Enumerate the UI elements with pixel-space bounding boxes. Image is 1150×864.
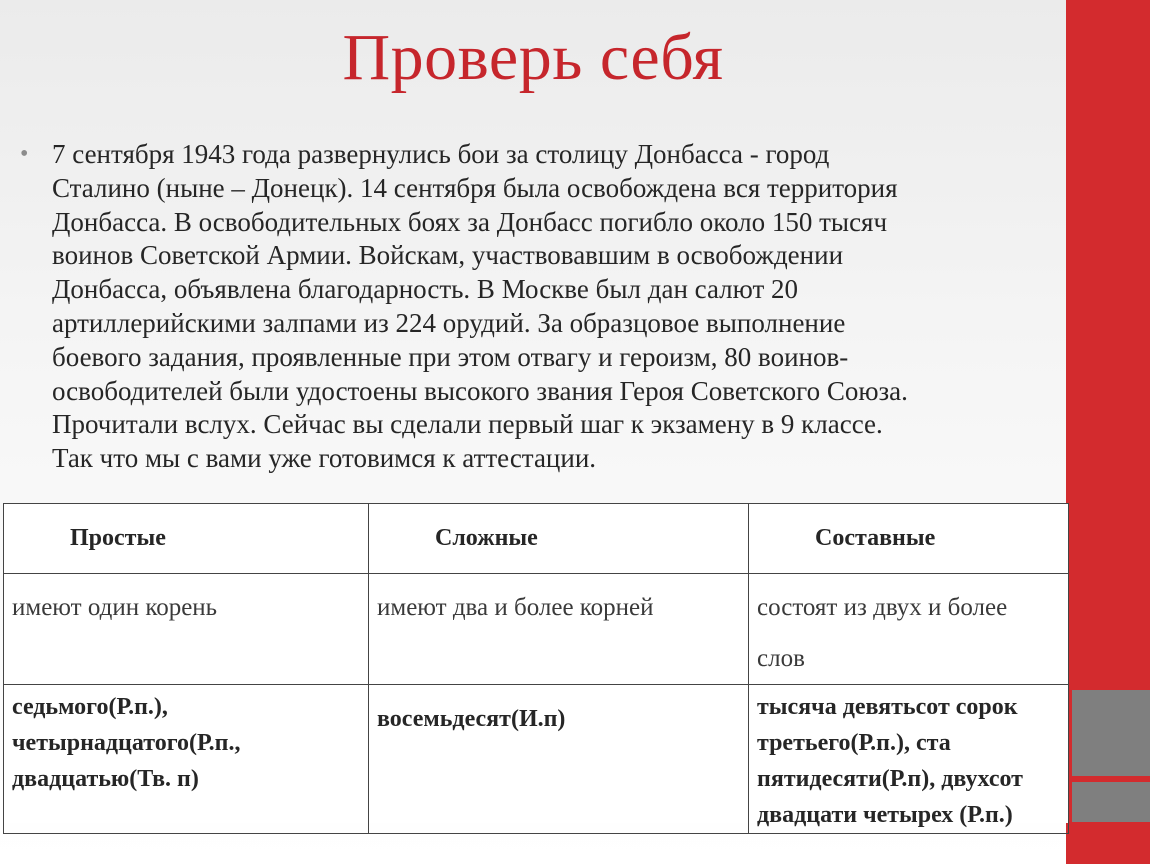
- paragraph-line: Так что мы с вами уже готовимся к аттестации.: [52, 443, 597, 474]
- accent-gray-block-lower: [1072, 782, 1150, 822]
- table-row-definitions: [4, 574, 1069, 685]
- table-header-row: [4, 504, 1069, 574]
- accent-gray-block-upper: [1072, 690, 1150, 776]
- bullet-dot-icon: •: [20, 141, 29, 167]
- paragraph-line: Сталино (ныне – Донецк). 14 сентября была освобождена вся территория: [52, 172, 898, 203]
- bullet-paragraph: [20, 138, 1070, 476]
- paragraph-text: [52, 138, 1070, 476]
- example-line: восемьдесят(И.п): [377, 706, 566, 732]
- header-complex: Сложные: [369, 504, 749, 574]
- paragraph-line: боевого задания, проявленные при этом отвагу и героизм, 80 воинов-: [52, 341, 849, 372]
- header-simple: Простые: [4, 504, 369, 574]
- example-line: пятидесяти(Р.п), двухсот: [757, 766, 1023, 792]
- examples-simple: [4, 685, 369, 834]
- header-compound: Составные: [749, 504, 1069, 574]
- definition-simple: имеют один корень: [4, 574, 369, 685]
- paragraph-line: Прочитали вслух. Сейчас вы сделали первый шаг к экзамену в 9 классе.: [52, 409, 883, 440]
- paragraph-line: воинов Советской Армии. Войскам, участвовавшим в освобождении: [52, 240, 844, 271]
- definition-compound: состоят из двух и более слов: [749, 574, 1069, 685]
- numeral-types-table: [3, 503, 1069, 828]
- examples-compound: [749, 685, 1069, 834]
- table: [3, 503, 1069, 834]
- example-line: тысяча девятьсот сорок: [757, 694, 1018, 720]
- paragraph-line: 7 сентября 1943 года развернулись бои за столицу Донбасса - город: [52, 139, 830, 169]
- example-line: четырнадцатого(Р.п.,: [12, 730, 241, 756]
- example-line: двадцати четырех (Р.п.): [757, 802, 1013, 828]
- definition-complex: имеют два и более корней: [369, 574, 749, 685]
- table-row-examples: [4, 685, 1069, 834]
- example-line: третьего(Р.п.), ста: [757, 730, 951, 756]
- paragraph-line: Донбасса. В освободительных боях за Донбасс погибло около 150 тысяч: [52, 206, 888, 237]
- paragraph-line: Донбасса, объявлена благодарность. В Москве был дан салют 20: [52, 274, 799, 305]
- examples-complex: [369, 685, 749, 834]
- paragraph-line: освободителей были удостоены высокого звания Героя Советского Союза.: [52, 375, 908, 406]
- slide-title: Проверь себя: [342, 21, 724, 94]
- paragraph-line: артиллерийскими залпами из 224 орудий. За образцовое выполнение: [52, 307, 846, 338]
- example-line: седьмого(Р.п.),: [12, 694, 168, 720]
- example-line: двадцатью(Тв. п): [12, 766, 199, 792]
